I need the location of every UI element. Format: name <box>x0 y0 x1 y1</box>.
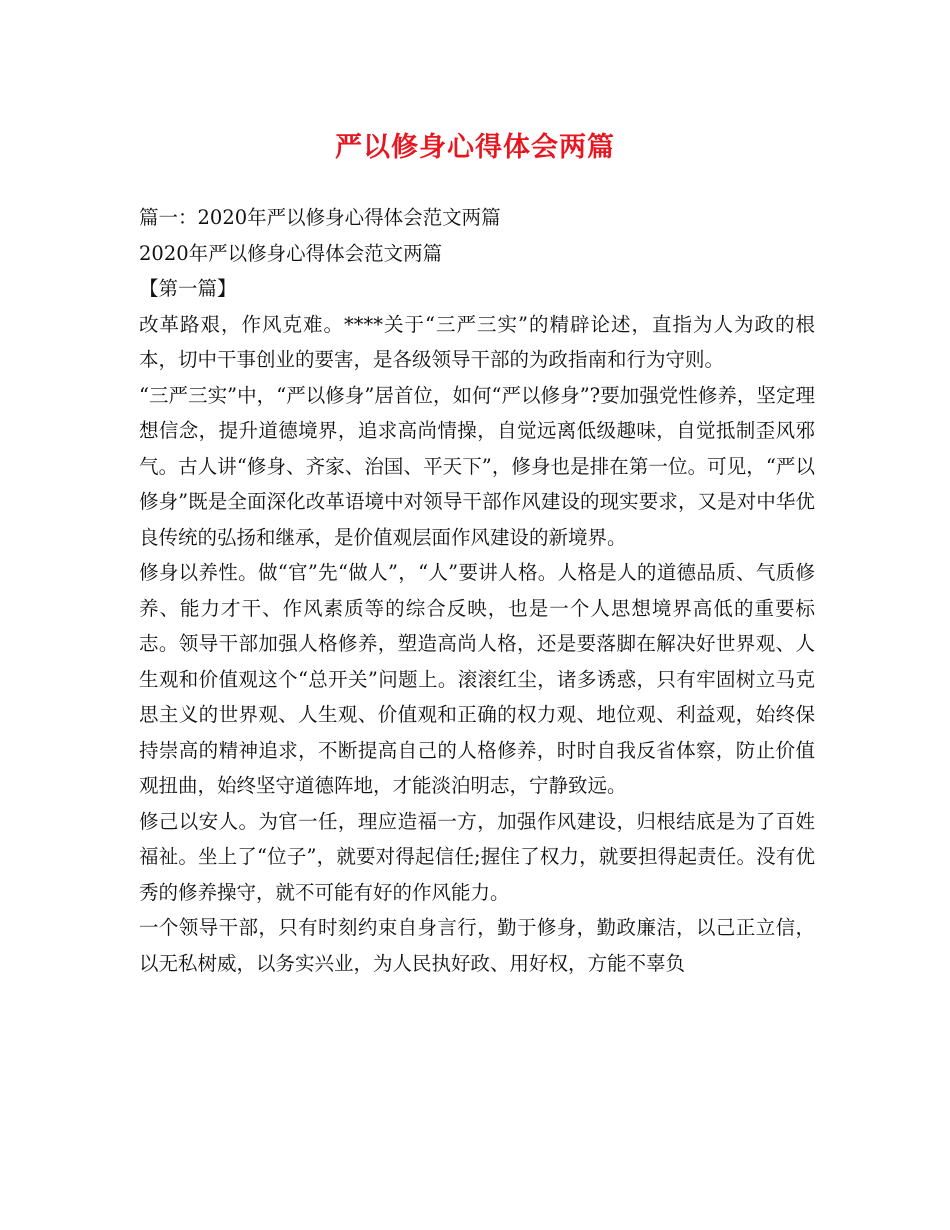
paragraph-cultivate-character: 修身以养性。做“官”先“做人”，“人”要讲人格。人格是人的道德品质、气质修养、能力才干、作风素质等的综合反映，也是一个人思想境界高低的重要标志。领导干部加强人格修养，塑造高尚人格，还是要落脚在解决好世界观、人生观和价值观这个“总开关”问题上。滚滚红尘，诸多诱惑，只有牢固树立马克思主义的世界观、人生观、价值观和正确的权力观、地位观、利益观，始终保持崇高的精神追求，不断提高自己的人格修养，时时自我反省体察，防止价值观扭曲，始终坚守道德阵地，才能淡泊明志，宁静致远。 <box>139 561 815 797</box>
paragraph-cultivate-self: 修己以安人。为官一任，理应造福一方，加强作风建设，归根结底是为了百姓福祉。坐上了“位子”，就要对得起信任;握住了权力，就要担得起责任。没有优秀的修养操守，就不可能有好的作风能力。 <box>139 809 815 904</box>
paragraph-three-stricts: “三严三实”中，“严以修身”居首位，如何“严以修身”?要加强党性修养，坚定理想信念，提升道德境界，追求高尚情操，自觉远离低级趣味，自觉抵制歪风邪气。古人讲“修身、齐家、治国、平天下”，修身也是排在第一位。可见，“严以修身”既是全面深化改革语境中对领导干部作风建设的现实要求，又是对中华优良传统的弘扬和继承，是价值观层面作风建设的新境界。 <box>139 383 815 549</box>
paragraph-section-label: 【第一篇】 <box>139 277 237 300</box>
document-title: 严以修身心得体会两篇 <box>335 132 615 163</box>
paragraph-leader: 一个领导干部，只有时刻约束自身言行，勤于修身，勤政廉洁，以己正立信，以无私树威，以务实兴业，为人民执好政、用好权，方能不辜负 <box>139 916 815 975</box>
paragraph-heading-2: 2020年严以修身心得体会范文两篇 <box>139 241 443 265</box>
document-body <box>139 200 815 981</box>
paragraph-heading-1: 篇一：2020年严以修身心得体会范文两篇 <box>139 206 501 229</box>
paragraph-intro: 改革路艰，作风克难。****关于“三严三实”的精辟论述，直指为人为政的根本，切中干事创业的要害，是各级领导干部的为政指南和行为守则。 <box>139 312 815 371</box>
